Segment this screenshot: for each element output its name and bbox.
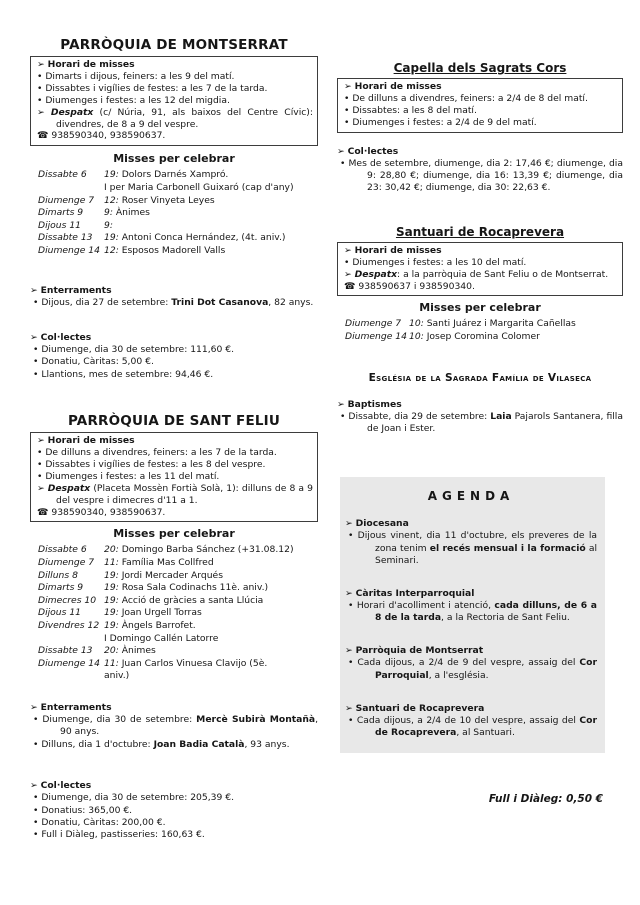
right-column: [337, 0, 623, 805]
text-run: 19:: [104, 582, 119, 594]
montserrat-collectes-heading: [30, 331, 318, 344]
vilaseca-baptismes-heading: [337, 398, 623, 411]
list-item: [337, 158, 623, 195]
text-run: 20:: [104, 645, 119, 657]
text-run: Despatx: [47, 482, 91, 494]
box-line: [341, 81, 618, 93]
vilaseca-baptismes-list: [337, 411, 623, 436]
row-day: Diumenge 7: [38, 557, 95, 569]
text-run: Col·lectes: [347, 145, 399, 157]
text-run: Juan Carlos Vinuesa Clavijo (5è.: [118, 657, 268, 669]
text-run: Diocesana: [355, 518, 409, 530]
text-run: • Dilluns, dia 1 d'octubre:: [33, 738, 154, 750]
box-line: [341, 93, 618, 105]
row-day: Dijous 11: [38, 607, 82, 619]
text-run: Roser Vinyeta Leyes: [118, 194, 215, 206]
text-run: Ànimes: [118, 645, 156, 657]
text-run: Horari de misses: [354, 81, 442, 92]
text-run: , 82 anys.: [268, 296, 314, 308]
agenda-section-heading: [345, 587, 597, 600]
text-run: (c/ Núria, 91, als baixos del Centre Cívic): divendres, de 8 a 9 del vespre.: [56, 106, 313, 130]
box-line: [34, 83, 313, 95]
row-day: Diumenge 7: [38, 194, 95, 206]
list-item: [30, 805, 318, 817]
text-run: Mercè Subirà Montañà: [196, 714, 316, 725]
agenda-section: [345, 517, 597, 567]
text-run: Jordi Mercader Arqués: [118, 569, 223, 581]
list-item: [30, 297, 318, 309]
text-run: • Diumenge, dia 30 de setembre:: [33, 714, 197, 725]
box-line: [34, 483, 313, 507]
agenda-section: [345, 702, 597, 739]
text-run: 11:: [104, 557, 119, 569]
list-item: [30, 714, 318, 739]
text-run: Rosa Sala Codinachs 11è. aniv.): [118, 582, 269, 594]
text-run: Horari de misses: [47, 59, 135, 70]
row-day: Dijous 11: [38, 219, 82, 231]
list-item: [30, 369, 318, 381]
text-run: • Donatiu, Càritas: 200,00 €.: [33, 817, 166, 829]
text-run: ➢: [37, 482, 48, 494]
row-line: [409, 318, 623, 331]
table-row: [30, 595, 318, 608]
price-footer: Full i Diàleg: 0,50 €: [488, 793, 603, 806]
list-item: [345, 600, 597, 624]
text-run: Col·lectes: [40, 331, 92, 343]
box-line: [34, 435, 313, 447]
text-run: Joan Badia Català: [153, 738, 245, 750]
row-value: [104, 207, 318, 220]
text-run: • Diumenges i festes: a les 11 del matí.: [37, 470, 220, 482]
row-day: Diumenge 14: [38, 657, 100, 669]
capella-horari-box: [337, 78, 623, 133]
box-line: [34, 95, 313, 107]
text-run: • Dissabte, dia 29 de setembre:: [340, 410, 491, 422]
table-row: [30, 220, 318, 233]
row-value: [104, 220, 318, 233]
text-run: Pajarols Santanera, filla de Joan i Ester.: [367, 410, 623, 435]
text-run: Horari de misses: [354, 244, 442, 256]
text-run: ☎ 938590340, 938590637.: [37, 130, 166, 142]
agenda-section-heading: [345, 644, 597, 657]
row-day: Dimarts 9: [38, 207, 84, 219]
row-value: [104, 645, 318, 658]
text-run: Santuari de Rocaprevera: [355, 702, 485, 714]
text-run: ➢: [30, 331, 41, 343]
vilaseca-title: Església de la Sagrada Família de Vilaseca: [368, 371, 592, 384]
text-run: • Diumenge, dia 30 de setembre: 205,39 €.: [33, 792, 235, 804]
row-day: Diumenge 7: [345, 318, 402, 330]
text-run: ➢: [345, 518, 356, 530]
row-line: [104, 582, 318, 595]
montserrat-collectes-list: [30, 344, 318, 381]
text-run: Ànimes: [112, 207, 150, 219]
row-value: [104, 195, 318, 208]
row-value: [104, 595, 318, 608]
row-line: [104, 595, 318, 608]
rocaprevera-horari-box: [337, 242, 623, 297]
text-run: cada dilluns, de 6 a 8 de la tarda: [375, 600, 597, 624]
text-run: 19:: [104, 607, 119, 619]
row-value: [104, 232, 318, 245]
text-run: ➢: [345, 702, 356, 714]
text-run: 19:: [104, 594, 119, 606]
text-run: al Seminari.: [375, 542, 597, 566]
row-line: [104, 633, 318, 646]
table-row: [30, 607, 318, 620]
text-run: 20:: [104, 544, 119, 556]
text-run: • Diumenges i festes: a les 12 del migdia.: [37, 94, 230, 106]
list-item: [30, 344, 318, 356]
text-run: • Diumenges i festes: a 2/4 de 9 del matí.: [344, 116, 537, 128]
box-line: [34, 71, 313, 83]
row-value: [409, 318, 623, 331]
text-run: • Dijous vinent, dia 11 d'octubre, els preveres de la zona tenim: [348, 530, 597, 554]
agenda-title: AGENDA: [427, 489, 515, 504]
montserrat-misses-title: Misses per celebrar: [113, 152, 235, 166]
row-line: [104, 182, 318, 195]
text-run: : a la parròquia de Sant Feliu o de Montserrat.: [397, 268, 609, 280]
text-run: • Full i Diàleg, pastisseries: 160,63 €.: [33, 829, 205, 841]
list-item: [337, 411, 623, 436]
table-row: [30, 544, 318, 557]
text-run: • Dissabtes i vigílies de festes: a les 7 de la tarda.: [37, 82, 268, 94]
table-row: [30, 570, 318, 583]
box-line: [34, 107, 313, 131]
santfeliu-misses-title: Misses per celebrar: [113, 527, 235, 541]
row-line: [104, 169, 318, 182]
agenda-box: [340, 477, 605, 753]
text-run: Baptismes: [347, 398, 402, 410]
text-run: , al Santuari.: [456, 727, 515, 739]
text-run: • Mes de setembre, diumenge, dia 2: 17,46 €; diumenge, dia 9: 28,80 €; diumenge, dia 16: 13,39 €; diumenge, dia 23: 30,42 €; diumenge, dia 30: 22,63 €.: [340, 157, 623, 194]
list-item: [30, 829, 318, 841]
text-run: I per Maria Carbonell Guixaró (cap d'any): [104, 181, 294, 193]
table-row: [30, 169, 318, 194]
montserrat-enterraments-heading: [30, 284, 318, 297]
row-line: [104, 620, 318, 633]
box-line: [341, 281, 618, 293]
text-run: Trini Dot Casanova: [171, 296, 269, 308]
text-run: Enterraments: [40, 284, 112, 296]
agenda-section-heading: [345, 517, 597, 530]
text-run: 19:: [104, 569, 119, 581]
text-run: Família Mas Collfred: [118, 557, 214, 569]
text-run: 10:: [409, 318, 424, 330]
row-value: [104, 658, 318, 683]
santfeliu-enterraments-list: [30, 714, 318, 751]
row-day: Dissabte 13: [38, 232, 93, 244]
text-run: • De dilluns a divendres, feiners: a les 7 de la tarda.: [37, 447, 277, 459]
table-row: [30, 232, 318, 245]
row-line: [104, 544, 318, 557]
text-run: • Dijous, dia 27 de setembre:: [33, 296, 172, 308]
text-run: (Placeta Mossèn Fortià Solà, 1): dilluns de 8 a 9 del vespre i dimecres d'11 a 1.: [56, 482, 313, 506]
table-row: [30, 645, 318, 658]
santfeliu-enterraments-heading: [30, 701, 318, 714]
row-day: Dimecres 10: [38, 594, 97, 606]
row-value: [104, 544, 318, 557]
text-run: • Donatiu, Càritas: 5,00 €.: [33, 356, 154, 368]
box-line: [341, 257, 618, 269]
text-run: Laia: [490, 410, 512, 422]
text-run: , 93 anys.: [244, 738, 290, 750]
table-row: [30, 658, 318, 683]
text-run: ➢: [345, 588, 356, 600]
row-value: [104, 570, 318, 583]
box-line: [34, 447, 313, 459]
text-run: Enterraments: [40, 702, 112, 713]
text-run: Joan Urgell Torras: [118, 607, 202, 619]
text-run: Cor de Rocaprevera: [375, 714, 597, 739]
row-day: Divendres 12: [38, 620, 100, 632]
list-item: [30, 739, 318, 751]
text-run: ➢: [37, 435, 48, 447]
text-run: Col·lectes: [40, 780, 92, 792]
text-run: 19:: [104, 169, 119, 181]
agenda-section: [345, 587, 597, 624]
text-run: 12:: [104, 244, 119, 256]
text-run: ☎ 938590340, 938590637.: [37, 506, 166, 518]
text-run: ➢: [344, 268, 355, 280]
row-line: [104, 670, 318, 683]
text-run: • Llantions, mes de setembre: 94,46 €.: [33, 368, 214, 380]
text-run: Dolors Darnés Xampró.: [118, 169, 229, 181]
capella-title: Capella dels Sagrats Cors: [393, 61, 567, 75]
table-row: [30, 245, 318, 258]
box-line: [34, 459, 313, 471]
box-line: [34, 471, 313, 483]
list-item: [345, 657, 597, 681]
text-run: • Dissabtes i vigílies de festes: a les 8 del vespre.: [37, 458, 266, 470]
text-run: ☎ 938590637 i 938590340.: [344, 280, 475, 292]
santfeliu-collectes-list: [30, 792, 318, 842]
left-column: [30, 0, 318, 842]
box-line: [34, 130, 313, 142]
row-line: [104, 232, 318, 245]
text-run: ➢: [337, 398, 348, 410]
text-run: • Cada dijous, a 2/4 de 10 del vespre, assaig del: [348, 714, 580, 726]
table-row: [30, 620, 318, 645]
row-day: Dilluns 8: [38, 569, 78, 581]
row-day: Dimarts 9: [38, 582, 84, 594]
rocaprevera-misses-table: [337, 318, 623, 343]
text-run: • Donatius: 365,00 €.: [33, 804, 133, 816]
list-item: [30, 792, 318, 804]
text-run: , a la Rectoria de Sant Feliu.: [441, 612, 570, 624]
text-run: Horari de misses: [47, 435, 135, 447]
row-day: Dissabte 6: [38, 544, 87, 556]
agenda-section: [345, 644, 597, 681]
row-day: Dissabte 6: [38, 169, 87, 181]
text-run: Cor Parroquial: [375, 657, 597, 681]
text-run: Acció de gràcies a santa Llúcia: [118, 594, 264, 606]
text-run: • Horari d'acolliment i atenció,: [348, 600, 495, 612]
text-run: 9:: [104, 207, 113, 219]
text-run: , 90 anys.: [60, 714, 318, 738]
table-row: [30, 582, 318, 595]
santfeliu-title: PARRÒQUIA DE SANT FELIU: [67, 413, 281, 430]
text-run: Domingo Barba Sánchez (+31.08.12): [118, 544, 294, 556]
montserrat-misses-table: [30, 169, 318, 257]
table-row: [30, 207, 318, 220]
text-run: aniv.): [104, 670, 130, 682]
row-line: [104, 207, 318, 220]
list-item: [345, 530, 597, 567]
montserrat-enterraments-list: [30, 297, 318, 309]
row-line: [104, 220, 318, 233]
text-run: • Cada dijous, a 2/4 de 9 del vespre, assaig del: [348, 657, 580, 669]
santfeliu-horari-box: [30, 432, 318, 522]
row-line: [104, 195, 318, 208]
text-run: Despatx: [354, 268, 398, 280]
text-run: Antoni Conca Hernández, (4t. aniv.): [118, 232, 286, 244]
text-run: ➢: [37, 59, 48, 70]
row-value: [409, 331, 623, 344]
row-line: [104, 570, 318, 583]
text-run: Santi Juárez i Margarita Cañellas: [423, 318, 576, 330]
text-run: Josep Coromina Colomer: [423, 331, 540, 343]
row-line: [104, 645, 318, 658]
santfeliu-misses-table: [30, 544, 318, 683]
capella-collectes-heading: [337, 145, 623, 158]
row-line: [104, 658, 318, 671]
row-value: [104, 169, 318, 194]
montserrat-horari-box: [30, 56, 318, 146]
text-run: Parròquia de Montserrat: [355, 645, 484, 657]
box-line: [341, 105, 618, 117]
text-run: • Diumenges i festes: a les 10 del matí.: [344, 256, 527, 268]
table-row: [337, 318, 623, 331]
text-run: , a l'església.: [428, 669, 489, 681]
text-run: 12:: [104, 194, 119, 206]
row-value: [104, 620, 318, 645]
text-run: 10:: [409, 331, 424, 343]
text-run: I Domingo Callén Latorre: [104, 632, 219, 644]
table-row: [30, 195, 318, 208]
capella-collectes-list: [337, 158, 623, 195]
row-line: [104, 245, 318, 258]
text-run: 19:: [104, 620, 119, 632]
text-run: el recés mensual i la formació: [429, 542, 586, 554]
text-run: Àngels Barrofet.: [118, 620, 196, 632]
text-run: ➢: [30, 702, 41, 713]
text-run: 9:: [104, 219, 113, 231]
row-value: [104, 557, 318, 570]
text-run: ➢: [30, 780, 41, 792]
row-line: [104, 557, 318, 570]
text-run: ➢: [344, 81, 355, 92]
text-run: • Dissabtes: a les 8 del matí.: [344, 104, 477, 116]
row-value: [104, 582, 318, 595]
text-run: ➢: [337, 145, 348, 157]
montserrat-title: PARRÒQUIA DE MONTSERRAT: [60, 37, 288, 53]
agenda-section-heading: [345, 702, 597, 715]
table-row: [30, 557, 318, 570]
list-item: [345, 715, 597, 739]
agenda-sections: [345, 517, 597, 739]
box-line: [34, 59, 313, 71]
row-line: [104, 607, 318, 620]
row-day: Dissabte 13: [38, 645, 93, 657]
list-item: [30, 817, 318, 829]
text-run: ➢: [30, 284, 41, 296]
text-run: Esposos Madorell Valls: [118, 244, 226, 256]
text-run: • Dimarts i dijous, feiners: a les 9 del matí.: [37, 70, 235, 82]
santfeliu-collectes-heading: [30, 779, 318, 792]
text-run: • De dilluns a divendres, feiners: a 2/4 de 8 del matí.: [344, 92, 588, 104]
text-run: 11:: [104, 657, 119, 669]
text-run: ➢: [37, 106, 51, 118]
box-line: [341, 245, 618, 257]
row-value: [104, 607, 318, 620]
box-line: [341, 269, 618, 281]
text-run: Despatx: [50, 106, 94, 118]
rocaprevera-misses-title: Misses per celebrar: [419, 301, 541, 315]
table-row: [337, 331, 623, 344]
text-run: • Diumenge, dia 30 de setembre: 111,60 €.: [33, 343, 235, 355]
text-run: ➢: [345, 645, 356, 657]
row-day: Diumenge 14: [38, 244, 100, 256]
list-item: [30, 356, 318, 368]
rocaprevera-title: Santuari de Rocaprevera: [395, 224, 565, 239]
text-run: ➢: [344, 244, 355, 256]
text-run: Càritas Interparroquial: [355, 588, 475, 600]
text-run: 19:: [104, 232, 119, 244]
row-value: [104, 245, 318, 258]
box-line: [34, 507, 313, 519]
row-line: [409, 331, 623, 344]
box-line: [341, 117, 618, 129]
row-day: Diumenge 14: [345, 331, 407, 343]
